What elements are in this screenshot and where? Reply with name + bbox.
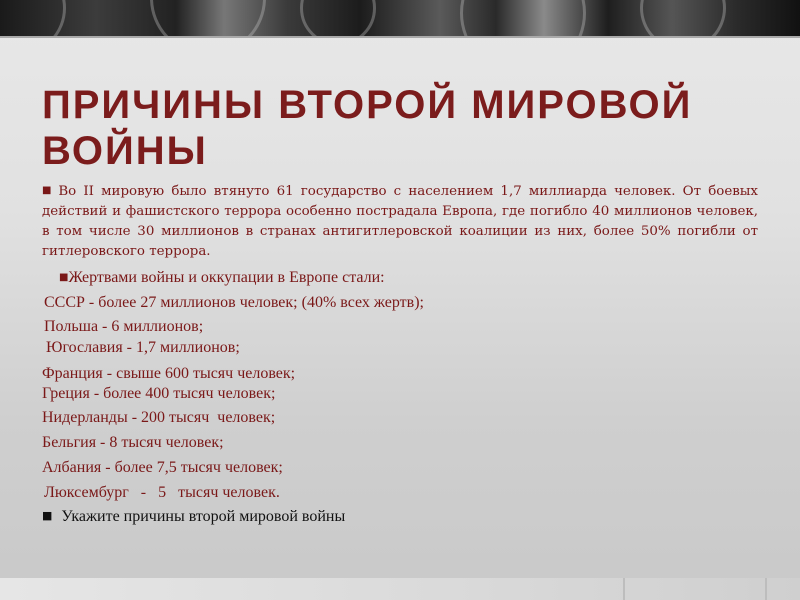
slide-title: ПРИЧИНЫ ВТОРОЙ МИРОВОЙ ВОЙНЫ: [42, 83, 693, 173]
victim-line: Люксембург - 5 тысяч человек.: [44, 484, 280, 501]
bullet-icon: ■: [42, 185, 55, 196]
bullet-icon: ■: [59, 272, 69, 283]
victim-line: Польша - 6 миллионов;: [44, 318, 204, 335]
footer-strip: [0, 578, 800, 600]
victim-line: СССР - более 27 миллионов человек; (40% всех жертв);: [44, 294, 424, 311]
victim-line: Бельгия - 8 тысяч человек;: [42, 434, 224, 451]
task-text: Укажите причины второй мировой войны: [61, 508, 346, 525]
victim-line: Греция - более 400 тысяч человек;: [42, 385, 276, 402]
banner-divider: [0, 36, 800, 38]
victim-line: Албания - более 7,5 тысяч человек;: [42, 459, 283, 476]
bullet-icon: ■: [42, 509, 53, 522]
intro-text: Во II мировую было втянуто 61 государство с населением 1,7 миллиарда человек. От боевых действий и фашистского террора особенно пострадала Европа, где погибло 40 миллионов человек, в том числе 30 миллионов в странах антигитлеровской коалиции из них, более 50% погибли от гитлеровского террора.: [42, 184, 758, 259]
intro-paragraph: [42, 181, 758, 262]
decorative-banner: [0, 0, 800, 36]
victim-line: Франция - свыше 600 тысяч человек;: [42, 365, 296, 382]
footer-divider: [623, 578, 625, 600]
victim-line: Югославия - 1,7 миллионов;: [46, 339, 240, 356]
victim-line: Нидерланды - 200 тысяч человек;: [42, 409, 276, 426]
footer-divider: [765, 578, 767, 600]
victims-heading: ■Жертвами войны и оккупации в Европе стали:: [59, 269, 385, 286]
task-item: [42, 508, 345, 526]
